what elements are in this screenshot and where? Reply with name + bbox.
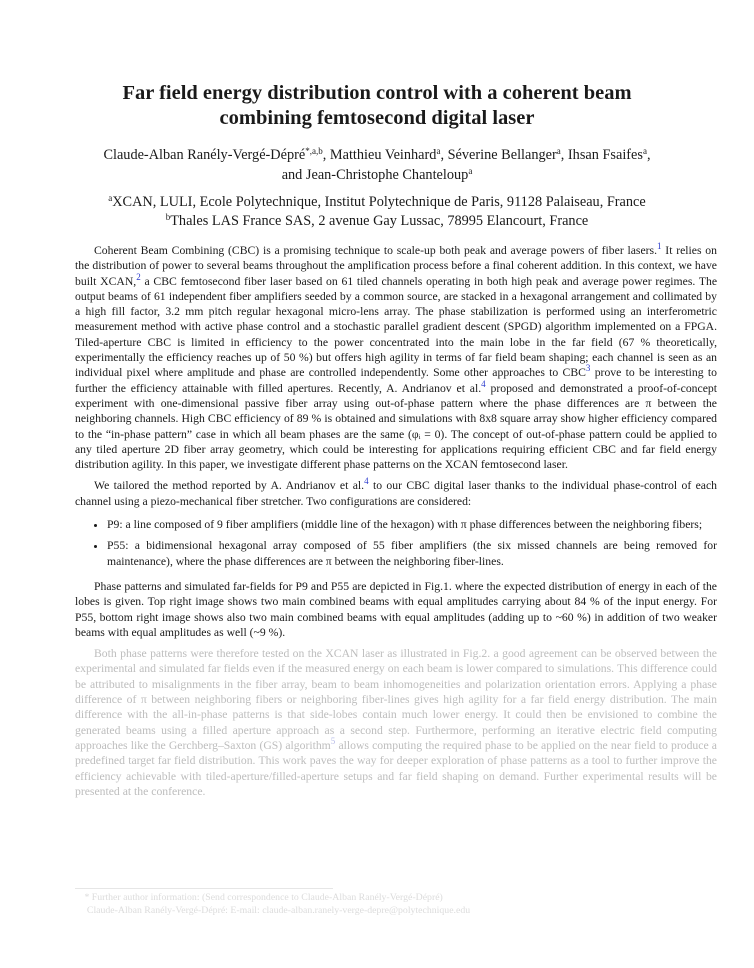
citation-link[interactable]: 4 xyxy=(364,476,369,487)
author-affil-mark: a xyxy=(556,146,561,156)
paragraph-2 xyxy=(75,478,717,509)
citation-link[interactable]: 2 xyxy=(136,271,141,282)
paragraph-text: a CBC femtosecond fiber laser based on 61 tiled channels operating in both high peak and average power regimes. The output beams of 61 independent fiber amplifiers seeded by a common source, are stacked in a hexagonal arrangement and collimated by a high fill factor, 3.2 mm pitch regular hexagonal micro-lens array. The phase stabilization is performed using an interferometric measurement method with active phase control and a stochastic parallel gradient descent (SPGD) algorithm implemented on a FPGA. Tiled-aperture CBC is limited in efficiency to the power concentrated into the main lobe in the far field (67 % theoretically, experimentally the efficiency reaches up of 50 %) but offers high agility in terms of far field beam shaping; each channel is seen as an individual pixel where amplitude and phase are controlled independently. Some other approaches to CBC xyxy=(75,274,718,380)
affiliation-mark: a xyxy=(108,193,113,203)
author-affil-mark: a xyxy=(468,166,473,176)
affiliation-list xyxy=(60,193,694,231)
citation-link[interactable]: 3 xyxy=(585,363,591,374)
citation-link[interactable]: 1 xyxy=(657,241,662,251)
paragraph-text: Coherent Beam Combining (CBC) is a promising technique to scale-up both peak and average powers of fiber lasers. xyxy=(94,244,658,257)
paragraph-text: It relies on the distribution of power to several beams throughout the amplification process before a final coherent addition. In this context, we have built XCAN, xyxy=(75,244,717,288)
abstract-body xyxy=(75,243,717,799)
author-name: Jean-Christophe Chanteloup xyxy=(305,167,469,183)
citation-link[interactable]: 5 xyxy=(330,735,336,746)
affiliation-text: XCAN, LULI, Ecole Polytechnique, Institut Polytechnique de Paris, 91128 Palaiseau, France xyxy=(112,194,646,210)
author-name: Séverine Bellanger xyxy=(447,147,557,163)
paragraph-text: to our CBC digital laser thanks to the individual phase-control of each channel using a piezo-mechanical fiber stretcher. Two configurations are considered: xyxy=(75,479,717,508)
author-affil-mark: *,a,b xyxy=(305,146,323,156)
paragraph-text: Both phase patterns were therefore tested on the XCAN laser as illustrated in Fig.2. a good agreement can be observed between the experimental and simulated far fields even if the measured energy on each beam is lower compared to simulations. This difference could be attributed to misalignments in the fiber array, beam to beam inhomogeneities and polarization orientation errors. Applying a phase difference of π between neighboring fibers or neighboring fiber-lines gives high agility for a far field energy distribution. The main difference with the all-in-phase patterns is that side-lobes contain much lower energy. It could then be envisioned to combine the generated beams using a filled aperture approach as a second step. Furthermore, performing an iterative electric field computing approaches like the Gerchberg–Saxton (GS) algorithm xyxy=(75,647,717,752)
paper-title xyxy=(60,81,694,131)
footnotes xyxy=(82,891,702,917)
paragraph-4 xyxy=(75,646,717,799)
affiliation-a xyxy=(60,193,694,212)
author-name: Matthieu Veinhard xyxy=(329,147,437,163)
footnote-divider xyxy=(75,888,333,889)
paragraph-3: Phase patterns and simulated far-fields for P9 and P55 are depicted in Fig.1. where the expected distribution of energy in each of the lobes is given. Top right image shows two main combined beams with equal amplitudes carrying about 84 % of the input energy. For P55, bottom right image shows also two main combined beams with equal amplitudes (adding up to ~60 %) in addition of two weaker beams with equal amplitudes as well (~9 %). xyxy=(75,579,717,639)
list-item: • P9: a line composed of 9 fiber amplifiers (middle line of the hexagon) with π phase differences between the neighboring fibers; xyxy=(107,517,717,532)
paragraph-1 xyxy=(75,243,717,472)
footnote-text: Further author information: (Send correspondence to Claude-Alban Ranély-Vergé-Dépré) xyxy=(91,892,443,903)
affiliation-text: Thales LAS France SAS, 2 avenue Gay Lussac, 78995 Elancourt, France xyxy=(170,213,589,229)
list-item: • P55: a bidimensional hexagonal array composed of 55 fiber amplifiers (the six missed channels are being removed for maintenance), where the phase differences are π between the neighboring fiber-lines. xyxy=(107,538,717,569)
author-name: Claude-Alban Ranély-Vergé-Dépré xyxy=(103,147,306,163)
author-name: Ihsan Fsaifes xyxy=(567,147,643,163)
title-line-1: Far field energy distribution control with a coherent beam xyxy=(122,82,632,104)
paragraph-text: proposed and demonstrated a proof-of-concept experiment with one-dimensional passive fiber array using out-of-phase pattern where the phase differences are π between the neighboring channels. High CBC efficiency of 89 % is obtained and simulations with 8x8 square array show higher efficiency compared to the “in-phase pattern” case in which all beam phases are the same (φᵢ = 0). The concept of out-of-phase pattern could be applied to any tiled aperture 2D fiber array geometry, which could be interesting for applications requiring efficient CBC and far field energy distribution agility. In this paper, we investigate different phase patterns on the XCAN femtosecond laser. xyxy=(75,381,717,472)
footnote-text: Claude-Alban Ranély-Vergé-Dépré: E-mail: claude-alban.ranely-verge-depre@polytechnique.edu xyxy=(86,905,471,916)
paragraph-text: allows computing the required phase to be applied on the near field to produce a predefined target far field distribution. This work paves the way for deeper exploration of phase patterns as a tool to further improve the efficiency achievable with tiled-aperture/filled-aperture setups and far field shaping on demand. Further experimental results will be presented at the conference. xyxy=(75,738,717,798)
author-list: Claude-Alban Ranély-Vergé-Dépré$^{*,a,b}$, Matthieu Veinhard$^a$, Séverine Bellanger$^a$, Ihsan Fsaifes$^a$, and Jean-Christophe Chanteloup$^a$ xyxy=(103,146,651,183)
citation-link[interactable]: 4 xyxy=(481,378,486,389)
paragraph-text: prove to be interesting to further the efficiency attainable with filled apertures. Recently, A. Andrianov et al. xyxy=(75,366,717,395)
configuration-list xyxy=(75,517,717,569)
paragraph-text: We tailored the method reported by A. Andrianov et al. xyxy=(94,479,365,493)
author-affil-mark: a xyxy=(436,146,441,156)
title-line-2: combining femtosecond digital laser xyxy=(219,107,535,129)
author-affil-mark: a xyxy=(642,146,647,156)
footnote-line xyxy=(82,904,702,917)
affiliation-b xyxy=(60,212,694,231)
footnote-line: * Further author information: (Send correspondence to Claude-Alban Ranély-Vergé-Dépré) xyxy=(82,892,443,903)
affiliation-mark: b xyxy=(165,212,171,222)
